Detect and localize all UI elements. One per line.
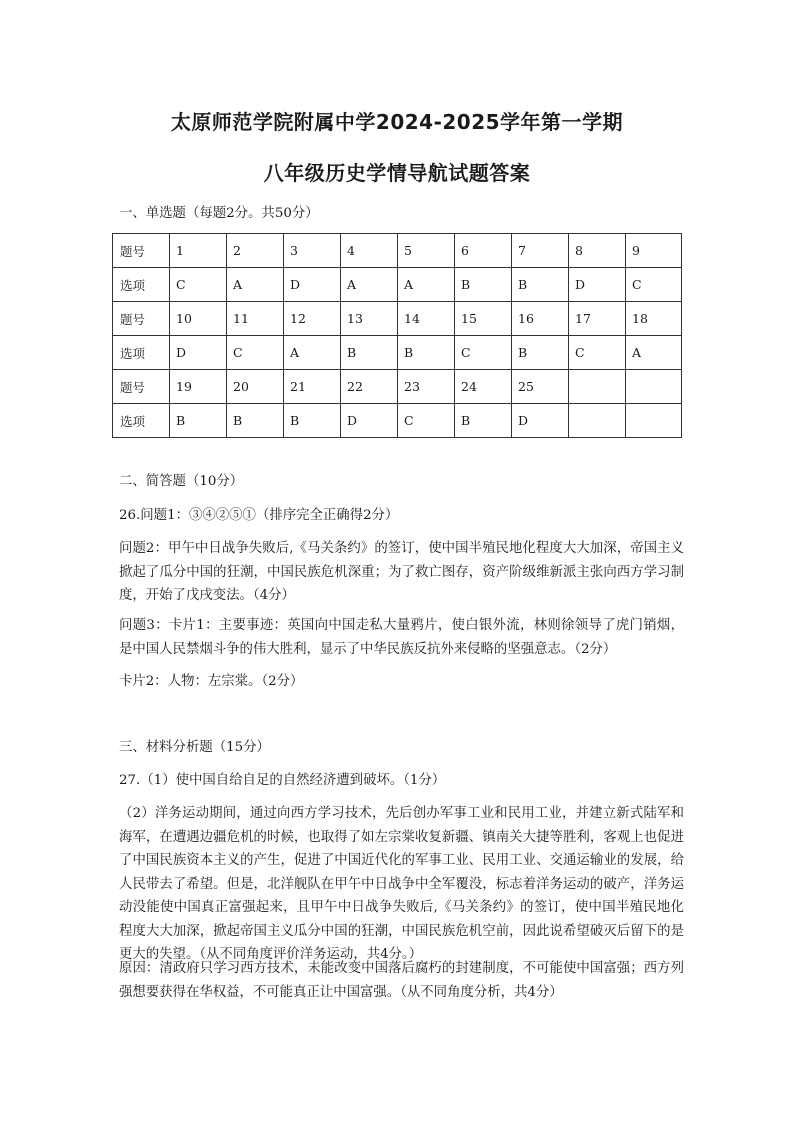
- answer-table-row: [113, 302, 682, 336]
- answer-table-cell: C: [626, 268, 682, 302]
- answer-table-cell: C: [398, 404, 455, 438]
- answer-table-cell: D: [569, 268, 626, 302]
- document-subtitle: 八年级历史学情导航试题答案: [263, 161, 531, 185]
- answer-table-cell: B: [398, 336, 455, 370]
- answer-table-cell: 24: [455, 370, 512, 404]
- answer-table-cell: 2: [227, 234, 284, 268]
- answer-table-cell: 16: [512, 302, 569, 336]
- answer-table-cell: B: [341, 336, 398, 370]
- answer-table-cell: 23: [398, 370, 455, 404]
- answer-table-row-header: 选项: [113, 268, 170, 302]
- answer-table-cell: 1: [170, 234, 227, 268]
- answer-table-cell: 6: [455, 234, 512, 268]
- answer-table-cell: A: [626, 336, 682, 370]
- answer-table-cell: 13: [341, 302, 398, 336]
- answer-table-cell: C: [227, 336, 284, 370]
- section2-heading: 二、简答题（10分）: [119, 474, 244, 489]
- answer-table-row-header: 题号: [113, 370, 170, 404]
- answer-table-cell: 22: [341, 370, 398, 404]
- answer-table-cell: 8: [569, 234, 626, 268]
- answer-table-cell: A: [398, 268, 455, 302]
- answer-table-cell: B: [455, 268, 512, 302]
- answer-table-cell: 18: [626, 302, 682, 336]
- answer-table-cell: B: [170, 404, 227, 438]
- answer-table-cell: 25: [512, 370, 569, 404]
- answer-table-row: [113, 268, 682, 302]
- answer-table-cell: 3: [284, 234, 341, 268]
- answer-table-row-header: 题号: [113, 234, 170, 268]
- answer-table-cell: B: [455, 404, 512, 438]
- answer-table-cell: 17: [569, 302, 626, 336]
- q27-part1-answer: 27.（1）使中国自给自足的自然经济遭到破坏。（1分）: [119, 773, 446, 788]
- answer-table-row: [113, 234, 682, 268]
- answer-table-row: [113, 336, 682, 370]
- answer-table-cell: B: [512, 336, 569, 370]
- answer-table-cell: A: [284, 336, 341, 370]
- answer-table-cell: 20: [227, 370, 284, 404]
- answer-table-cell: [626, 404, 682, 438]
- answer-table-body: [113, 234, 682, 438]
- answer-table-cell: 15: [455, 302, 512, 336]
- answer-table-row: [113, 404, 682, 438]
- document-title: 太原师范学院附属中学2024-2025学年第一学期: [170, 110, 624, 134]
- answer-table-cell: 10: [170, 302, 227, 336]
- answer-table: [112, 233, 682, 438]
- answer-table-row-header: 题号: [113, 302, 170, 336]
- q27-part3-reason-answer: 原因：清政府只学习西方技术，未能改变中国落后腐朽的封建制度，不可能使中国富强；西方列强想要获得在华权益，不可能真正让中国富强。（从不同角度分析，共4分）: [119, 961, 684, 1000]
- q26-question2-answer: 问题2：甲午中日战争失败后,《马关条约》的签订，使中国半殖民地化程度大大加深，帝国主义掀起了瓜分中国的狂潮，中国民族危机深重；为了救亡图存，资产阶级维新派主张向西方学习制度，开始了戊戌变法。（4分）: [119, 541, 684, 603]
- answer-table-cell: 5: [398, 234, 455, 268]
- answer-table-cell: D: [512, 404, 569, 438]
- answer-table-cell: B: [284, 404, 341, 438]
- answer-table-cell: C: [455, 336, 512, 370]
- answer-table-cell: [569, 370, 626, 404]
- q26-question1-answer: 26.问题1：③④②⑤①（排序完全正确得2分）: [119, 508, 399, 523]
- answer-table-cell: A: [341, 268, 398, 302]
- answer-table-row-header: 选项: [113, 404, 170, 438]
- answer-table-cell: B: [227, 404, 284, 438]
- answer-table-cell: [569, 404, 626, 438]
- answer-table-cell: 12: [284, 302, 341, 336]
- answer-table-cell: [626, 370, 682, 404]
- answer-table-cell: D: [170, 336, 227, 370]
- answer-table-cell: 21: [284, 370, 341, 404]
- answer-table-cell: 19: [170, 370, 227, 404]
- answer-table-row-header: 选项: [113, 336, 170, 370]
- q26-question3-card2-answer: 卡片2：人物：左宗棠。（2分）: [119, 674, 304, 689]
- answer-table-cell: 7: [512, 234, 569, 268]
- answer-table-cell: 9: [626, 234, 682, 268]
- section1-heading: 一、单选题（每题2分。共50分）: [119, 206, 319, 221]
- answer-table-row: [113, 370, 682, 404]
- q27-part2-answer: （2）洋务运动期间，通过向西方学习技术，先后创办军事工业和民用工业，并建立新式陆军和海军，在遭遇边疆危机的时候，也取得了如左宗棠收复新疆、镇南关大捷等胜利，客观上也促进了中国民族资本主义的产生，促进了中国近代化的军事工业、民用工业、交通运输业的发展，给人民带去了希望。但是，北洋舰队在甲午中日战争中全军覆没，标志着洋务运动的破产，洋务运动没能使中国真正富强起来，且甲午中日战争失败后,《马关条约》的签订，使中国半殖民地化程度大大加深，掀起帝国主义瓜分中国的狂潮，中国民族危机空前，因此说希望破灭后留下的是更大的失望。（从不同角度评价洋务运动，共4分。）: [119, 806, 684, 962]
- answer-table-cell: D: [341, 404, 398, 438]
- answer-table-cell: D: [284, 268, 341, 302]
- answer-table-cell: C: [569, 336, 626, 370]
- answer-table-cell: A: [227, 268, 284, 302]
- answer-table-cell: B: [512, 268, 569, 302]
- answer-table-cell: 11: [227, 302, 284, 336]
- answer-table-cell: 4: [341, 234, 398, 268]
- answer-table-cell: 14: [398, 302, 455, 336]
- q26-question3-card1-answer: 问题3：卡片1：主要事迹：英国向中国走私大量鸦片，使白银外流，林则徐领导了虎门销烟，是中国人民禁烟斗争的伟大胜利，显示了中华民族反抗外来侵略的坚强意志。（2分）: [119, 618, 684, 657]
- answer-table-cell: C: [170, 268, 227, 302]
- section3-heading: 三、材料分析题（15分）: [119, 740, 270, 755]
